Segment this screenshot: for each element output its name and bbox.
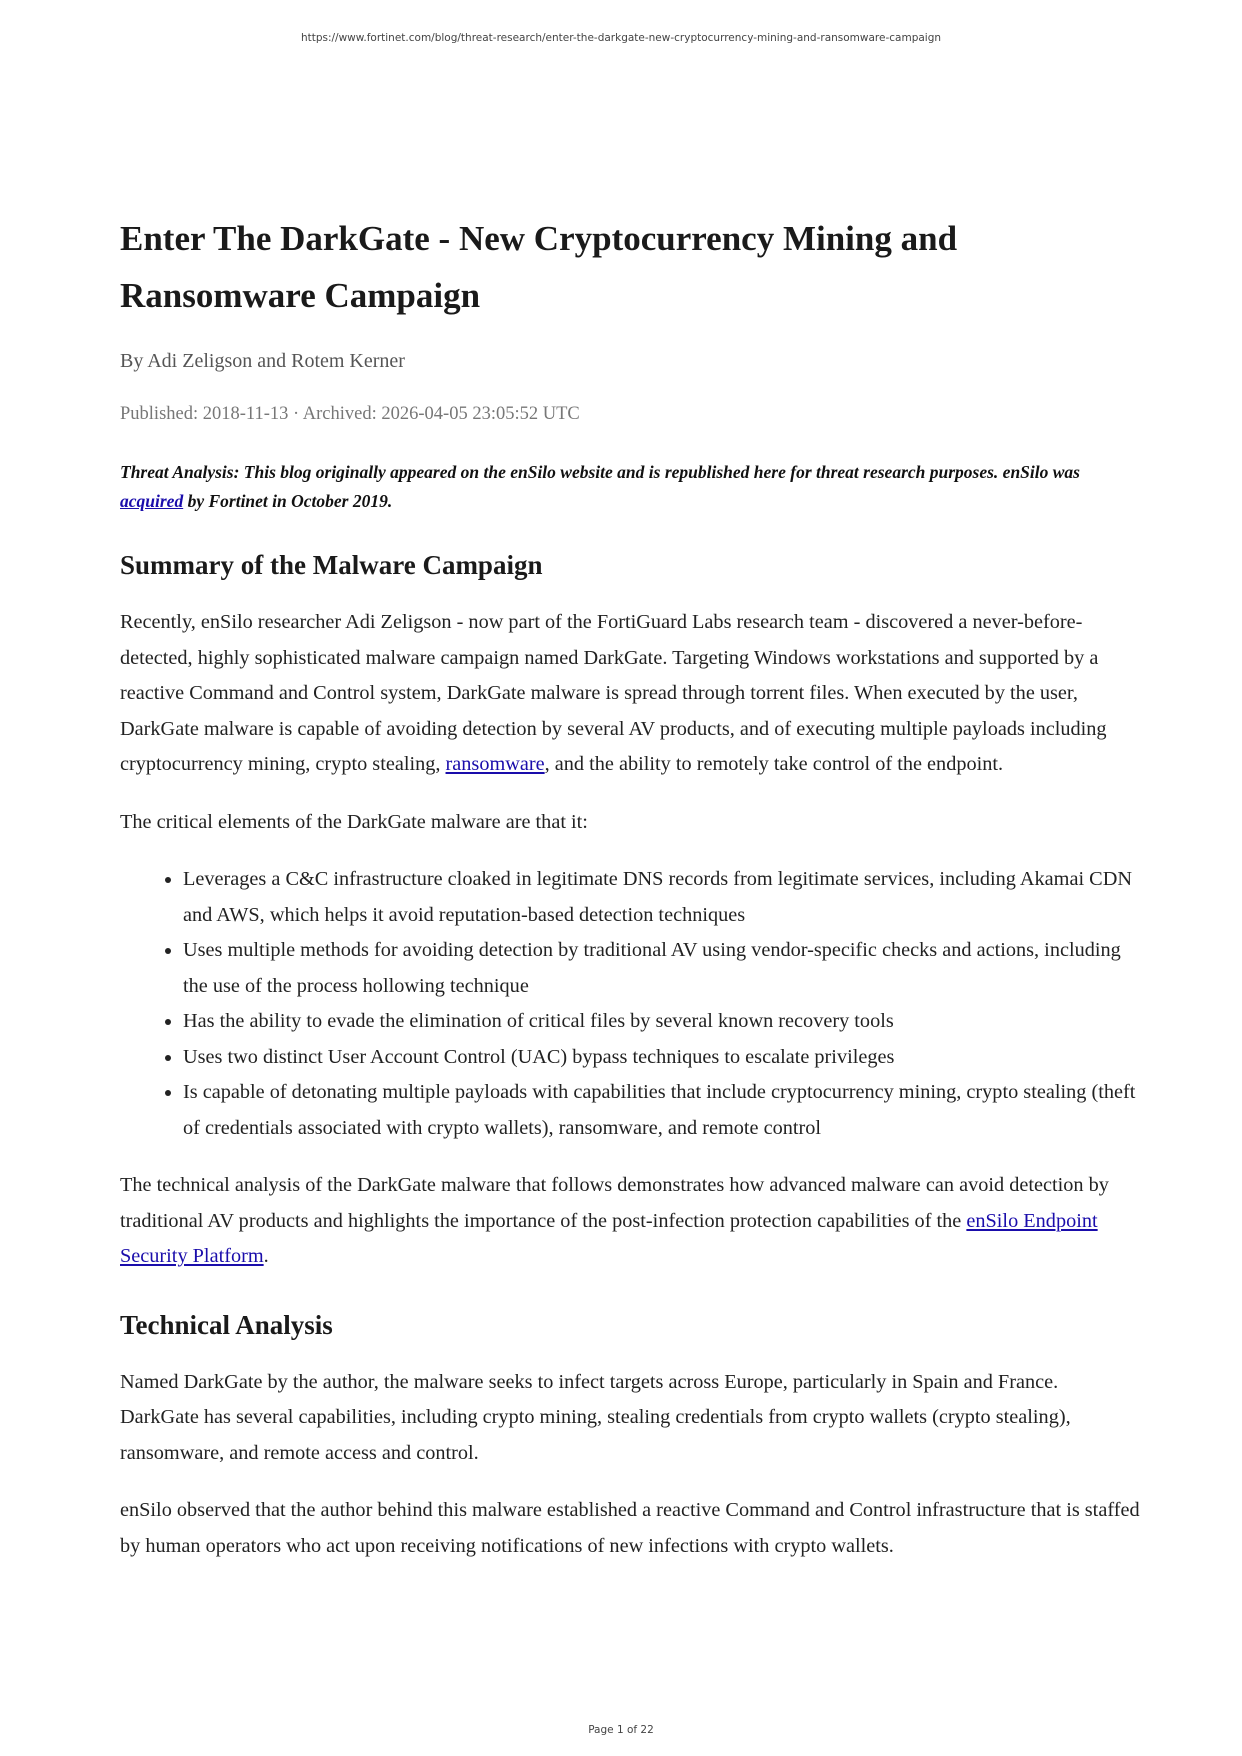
byline: By Adi Zeligson and Rotem Kerner xyxy=(120,350,405,372)
page-url-header: https://www.fortinet.com/blog/threat-research/enter-the-darkgate-new-cryptocurrency-mining-and-ransomware-campaign xyxy=(300,32,942,44)
page-number: Page 1 of 22 xyxy=(588,1724,654,1736)
technical-paragraph-1: Named DarkGate by the author, the malware seeks to infect targets across Europe, particularly in Spain and France. DarkGate has several capabilities, including crypto mining, stealing credentials from crypto wallets (crypto stealing), ransomware, and remote access and control. xyxy=(120,1370,1071,1464)
republish-note xyxy=(120,458,1140,515)
ensilo-platform-link[interactable]: enSilo Endpoint Security Platform xyxy=(120,1209,1098,1267)
text: The technical analysis of the DarkGate malware that follows demonstrates how advanced malware can avoid detection by traditional AV products and highlights the importance of the post-infection protection capabilities of the xyxy=(120,1174,1109,1232)
acquired-link[interactable]: acquired xyxy=(120,490,184,511)
technical-heading: Technical Analysis xyxy=(120,1309,333,1340)
article-title: Enter The DarkGate - New Cryptocurrency Mining and Ransomware Campaign xyxy=(120,219,958,315)
summary-paragraph-3 xyxy=(120,1168,1140,1275)
list-item: • Has the ability to evade the elimination of critical files by several known recovery tools xyxy=(183,1004,1140,1040)
summary-heading: Summary of the Malware Campaign xyxy=(120,550,543,580)
publish-info: Published: 2018-11-13 · Archived: 2026-04-05 23:05:52 UTC xyxy=(120,404,580,424)
summary-paragraph-1 xyxy=(120,605,1140,783)
list-item: • Leverages a C&C infrastructure cloaked in legitimate DNS records from legitimate services, including Akamai CDN and AWS, which helps it avoid reputation-based detection techniques xyxy=(183,862,1140,933)
text: , and the ability to remotely take control of the endpoint. xyxy=(544,753,1004,775)
summary-paragraph-2: The critical elements of the DarkGate malware are that it: xyxy=(120,810,588,833)
technical-paragraph-2: enSilo observed that the author behind this malware established a reactive Command and Control infrastructure that is staffed by human operators who act upon receiving notifications of new infections with crypto wallets. xyxy=(120,1499,1140,1557)
critical-elements-list xyxy=(120,862,1140,1146)
note-text: Threat Analysis: This blog originally appeared on the enSilo website and is republished here for threat research purposes. enSilo was xyxy=(120,462,1080,482)
list-item: • Is capable of detonating multiple payloads with capabilities that include cryptocurrency mining, crypto stealing (theft of credentials associated with crypto wallets), ransomware, and remote control xyxy=(183,1075,1140,1146)
list-item: • Uses two distinct User Account Control (UAC) bypass techniques to escalate privileges xyxy=(183,1040,1140,1076)
article xyxy=(120,210,1140,1586)
text: . xyxy=(263,1245,269,1267)
ransomware-link[interactable]: ransomware xyxy=(445,753,545,775)
note-text-end: by Fortinet in October 2019. xyxy=(183,490,393,511)
list-item: • Uses multiple methods for avoiding detection by traditional AV using vendor-specific checks and actions, including the use of the process hollowing technique xyxy=(183,933,1140,1004)
text: Recently, enSilo researcher Adi Zeligson - now part of the FortiGuard Labs research team - discovered a never-before-detected, highly sophisticated malware campaign named DarkGate. Targeting Windows workstations and supported by a reactive Command and Control system, DarkGate malware is spread through torrent files. When executed by the user, DarkGate malware is capable of avoiding detection by several AV products, and of executing multiple payloads including cryptocurrency mining, crypto stealing, xyxy=(120,611,1107,775)
